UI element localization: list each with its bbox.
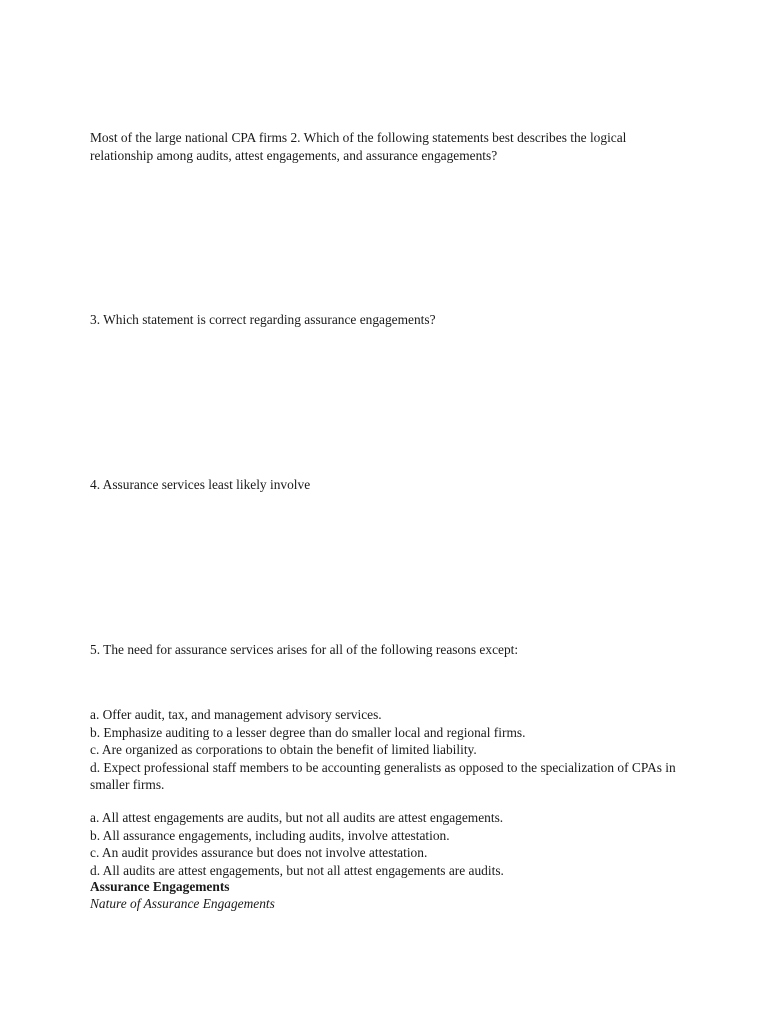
option-item: a. Offer audit, tax, and management advisory services. xyxy=(90,707,382,722)
question-3 xyxy=(90,311,680,329)
option-item: c. Are organized as corporations to obtain the benefit of limited liability. xyxy=(90,742,477,757)
option-item: d. All audits are attest engagements, but not all attest engagements are audits. xyxy=(90,862,504,878)
question-4-text: 4. Assurance services least likely involve xyxy=(90,477,311,492)
section-subheading: Nature of Assurance Engagements xyxy=(90,896,275,911)
question-3-text: 3. Which statement is correct regarding assurance engagements? xyxy=(90,312,436,327)
options-list-1 xyxy=(90,706,680,794)
options-list-2 xyxy=(90,809,680,879)
option-item: b. Emphasize auditing to a lesser degree than do smaller local and regional firms. xyxy=(90,724,526,740)
option-item: c. An audit provides assurance but does not involve attestation. xyxy=(90,845,428,860)
question-5 xyxy=(90,641,680,659)
question-1-text: Most of the large national CPA firms 2. Which of the following statements best describes the logical relationship among audits, attest engagements, and assurance engagements? xyxy=(90,130,627,163)
question-5-text: 5. The need for assurance services arises for all of the following reasons except: xyxy=(90,642,519,657)
question-1 xyxy=(90,129,680,164)
option-item: a. All attest engagements are audits, but not all audits are attest engagements. xyxy=(90,810,504,825)
question-4 xyxy=(90,476,680,494)
section-heading: Assurance Engagements xyxy=(90,879,230,894)
option-item: d. Expect professional staff members to be accounting generalists as opposed to the specialization of CPAs in smaller firms. xyxy=(90,759,676,792)
option-item: b. All assurance engagements, including audits, involve attestation. xyxy=(90,827,450,843)
